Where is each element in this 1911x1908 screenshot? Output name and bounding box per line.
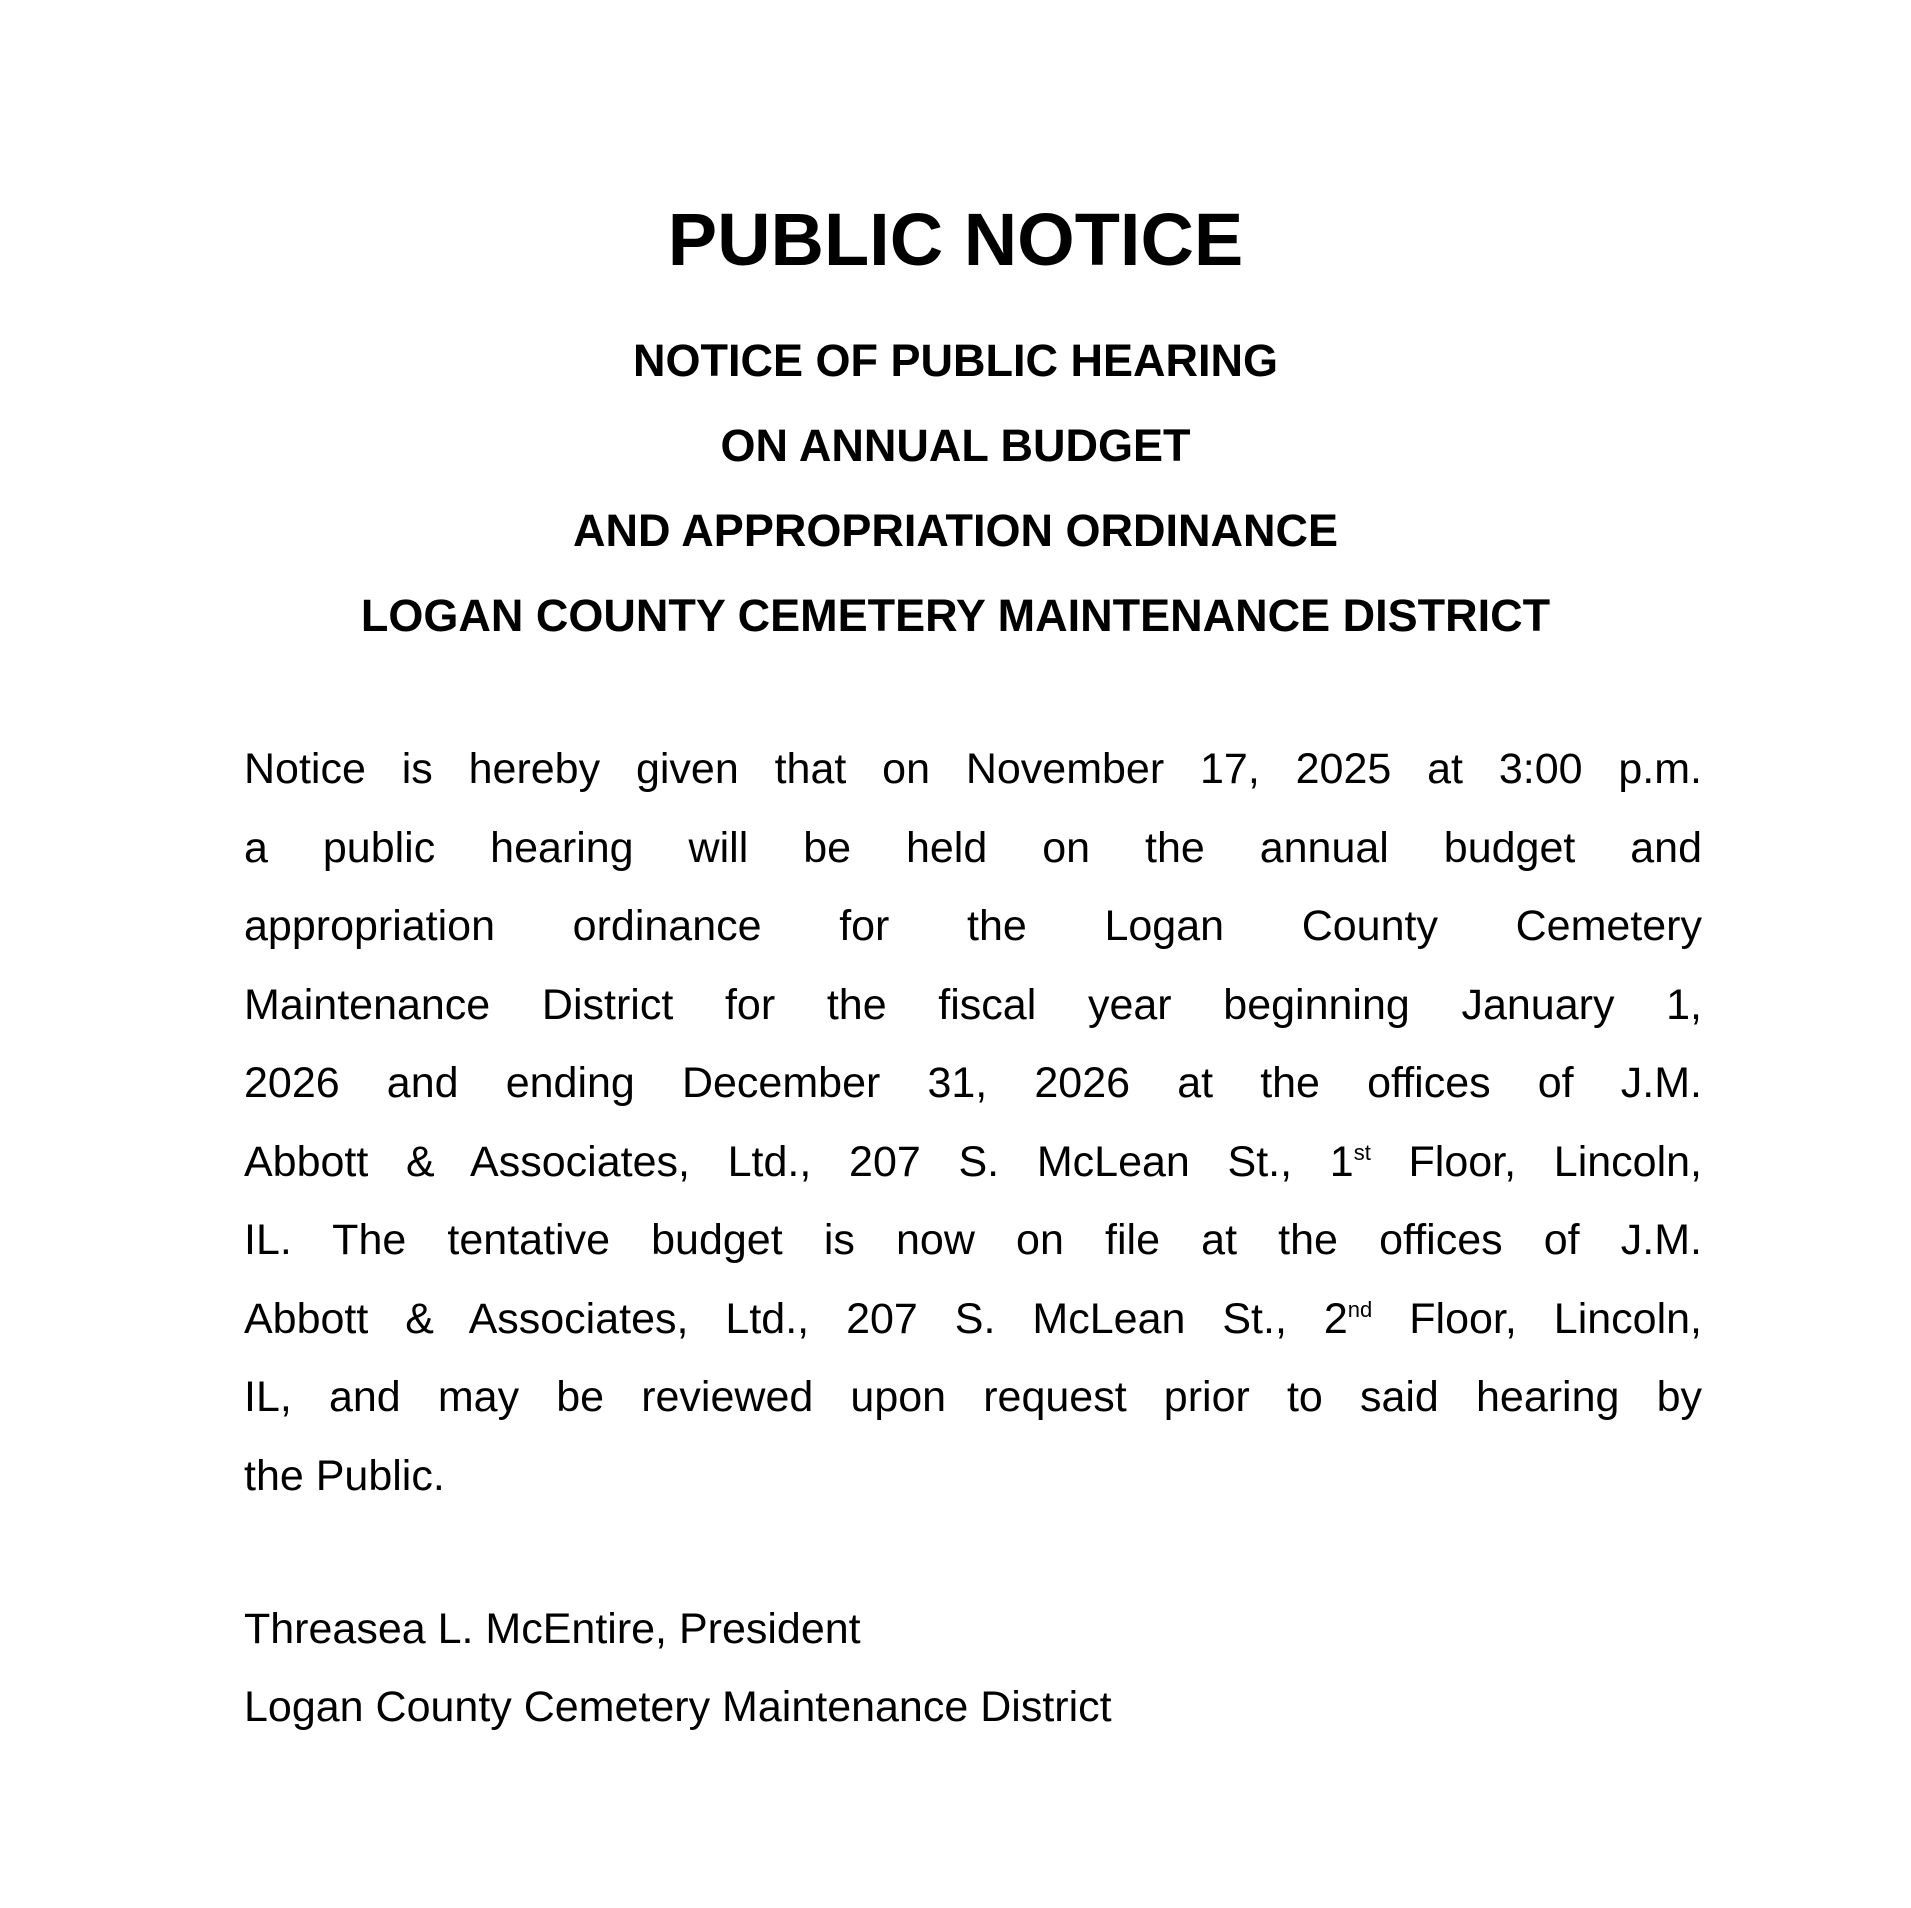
body-line (244, 1280, 1702, 1359)
body-line (244, 730, 1702, 809)
body-text: Abbott & Associates, Ltd., 207 S. McLean St., 2 (244, 1294, 1348, 1343)
subheading: ON ANNUAL BUDGET (720, 420, 1191, 471)
notice-subheadings (0, 318, 1911, 658)
body-line (244, 1358, 1702, 1437)
body-line (244, 887, 1702, 966)
body-line (244, 1437, 1702, 1516)
signature-block (244, 1590, 1112, 1746)
signatory-name: Threasea L. McEntire, President (244, 1605, 861, 1653)
body-line (244, 1044, 1702, 1123)
body-text: IL, and may be reviewed upon request prior to said hearing by (244, 1373, 1702, 1421)
body-text: a public hearing will be held on the annual budget and (244, 823, 1702, 872)
body-text: appropriation ordinance for the Logan County Cemetery (244, 902, 1702, 950)
ordinal-suffix: nd (1347, 1296, 1373, 1322)
subheading: NOTICE OF PUBLIC HEARING (632, 335, 1278, 386)
ordinal-suffix: st (1353, 1139, 1371, 1165)
body-line (244, 966, 1702, 1045)
subheading: LOGAN COUNTY CEMETERY MAINTENANCE DISTRICT (360, 590, 1551, 641)
notice-title: PUBLIC NOTICE (667, 198, 1244, 281)
body-text: the Public. (244, 1451, 445, 1500)
body-text: IL. The tentative budget is now on file at the offices of J.M. (244, 1216, 1702, 1264)
body-text: Abbott & Associates, Ltd., 207 S. McLean St., 1 (244, 1137, 1354, 1186)
body-text: Notice is hereby given that on November 17, 2025 at 3:00 p.m. (244, 745, 1702, 793)
body-text: Maintenance District for the fiscal year beginning January 1, (244, 980, 1702, 1029)
body-text: Floor, Lincoln, (1372, 1294, 1702, 1343)
body-text: 2026 and ending December 31, 2026 at the offices of J.M. (244, 1059, 1702, 1107)
body-line (244, 1201, 1702, 1280)
notice-body (244, 730, 1702, 1515)
body-line (244, 1123, 1702, 1202)
subheading: AND APPROPRIATION ORDINANCE (572, 505, 1339, 556)
body-text: Floor, Lincoln, (1370, 1137, 1702, 1186)
body-line (244, 809, 1702, 888)
signatory-organization: Logan County Cemetery Maintenance District (244, 1683, 1112, 1731)
